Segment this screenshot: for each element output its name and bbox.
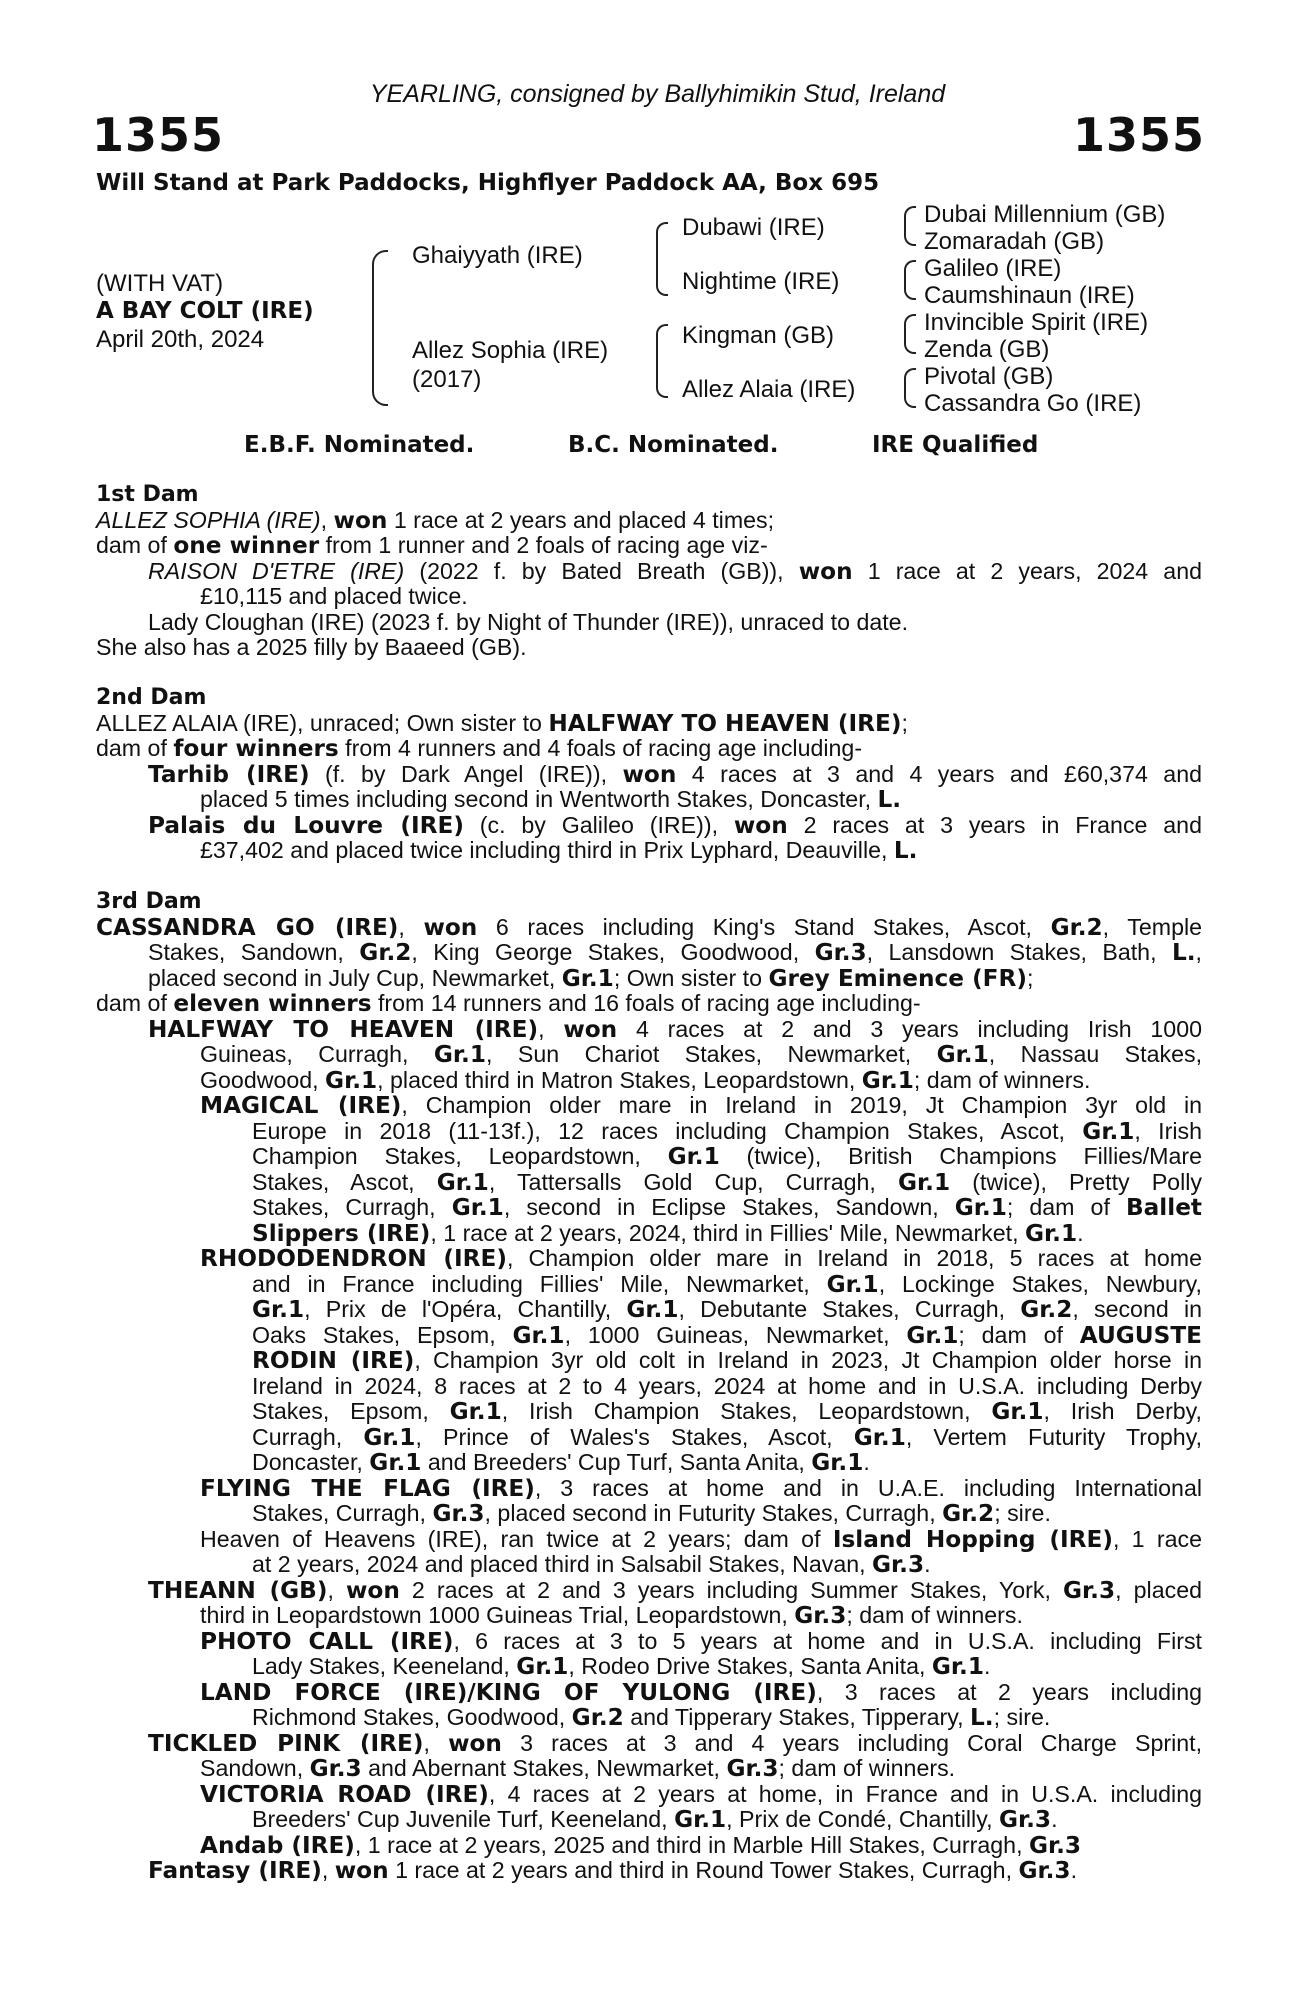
third-dam-line: Oaks Stakes, Epsom, Gr.1, 1000 Guineas, Newmarket, Gr.1; dam of AUGUSTE [252,1321,1202,1349]
third-dam-line: and in France including Fillies' Mile, Newmarket, Gr.1, Lockinge Stakes, Newbury, [252,1270,1202,1298]
third-dam-line: VICTORIA ROAD (IRE), 4 races at 2 years at home, in France and in U.S.A. including [200,1780,1202,1808]
pedigree-dam-sire: Kingman (GB) [682,322,835,349]
pedigree-dam-dam: Allez Alaia (IRE) [682,376,856,403]
pedigree-g3-3: Galileo (IRE) [924,255,1062,282]
first-dam-section [96,482,1202,661]
second-dam-heading: 2nd Dam [96,685,207,710]
vat-note: (WITH VAT) [96,270,224,297]
second-dam-line: Palais du Louvre (IRE) (c. by Galileo (IRE)), won 2 races at 3 years in France and [148,811,1202,839]
third-dam-line: FLYING THE FLAG (IRE), 3 races at home and in U.A.E. including International [200,1474,1202,1502]
third-dam-line: Stakes, Ascot, Gr.1, Tattersalls Gold Cup, Curragh, Gr.1 (twice), Pretty Polly [252,1168,1202,1196]
ebf-nomination: E.B.F. Nominated. [244,432,475,458]
second-dam-line: Tarhib (IRE) (f. by Dark Angel (IRE)), won 4 races at 3 and 4 years and £60,374 and [148,760,1202,788]
third-dam-line: RHODODENDRON (IRE), Champion older mare in Ireland in 2018, 5 races at home [200,1245,1203,1272]
third-dam-line: third in Leopardstown 1000 Guineas Trial, Leopardstown, Gr.3; dam of winners. [200,1602,1023,1629]
pedigree-brace-g3-3 [904,314,916,354]
pedigree-brace-dam [656,324,668,398]
pedigree-sire: Ghaiyyath (IRE) [412,242,583,269]
third-dam-line: CASSANDRA GO (IRE), won 6 races including King's Stand Stakes, Ascot, Gr.2, Temple [96,913,1203,941]
pedigree-g3-6: Zenda (GB) [924,336,1050,363]
pedigree-dam: Allez Sophia (IRE) [412,337,609,364]
third-dam-line: Breeders' Cup Juvenile Turf, Keeneland, Gr.1, Prix de Condé, Chantilly, Gr.3. [252,1806,1058,1833]
first-dam-line: Lady Cloughan (IRE) (2023 f. by Night of Thunder (IRE)), unraced to date. [148,608,909,635]
third-dam-line: Curragh, Gr.1, Prince of Wales's Stakes, Ascot, Gr.1, Vertem Futurity Trophy, [252,1423,1203,1451]
lot-number-right: 1355 [1072,108,1205,162]
third-dam-line: Stakes, Curragh, Gr.1, second in Eclipse Stakes, Sandown, Gr.1; dam of Ballet [252,1194,1203,1221]
third-dam-line: LAND FORCE (IRE)/KING OF YULONG (IRE), 3 races at 2 years including [200,1678,1202,1706]
pedigree-brace-g3-2 [904,260,916,300]
third-dam-line: Fantasy (IRE), won 1 race at 2 years and third in Round Tower Stakes, Curragh, Gr.3. [148,1857,1078,1884]
first-dam-line: She also has a 2025 filly by Baaeed (GB). [96,634,527,660]
third-dam-line: Richmond Stakes, Goodwood, Gr.2 and Tipperary Stakes, Tipperary, L.; sire. [252,1704,1051,1731]
foaling-date: April 20th, 2024 [96,326,265,353]
pedigree-g3-7: Pivotal (GB) [924,363,1054,390]
third-dam-line: PHOTO CALL (IRE), 6 races at 3 to 5 years at home and in U.S.A. including First [200,1627,1202,1655]
second-dam-line: dam of four winners from 4 runners and 4 foals of racing age including- [96,735,863,762]
first-dam-line: dam of one winner from 1 runner and 2 foals of racing age viz- [96,532,768,559]
pedigree-brace-g3-1 [904,206,916,246]
lot-number-left: 1355 [92,108,225,162]
third-dam-line: MAGICAL (IRE), Champion older mare in Ireland in 2019, Jt Champion 3yr old in [200,1092,1203,1119]
consignment-line: YEARLING, consigned by Ballyhimikin Stud, Ireland [369,80,946,108]
third-dam-line: Guineas, Curragh, Gr.1, Sun Chariot Stakes, Newmarket, Gr.1, Nassau Stakes, [200,1041,1203,1068]
third-dam-line: RODIN (IRE), Champion 3yr old colt in Ireland in 2023, Jt Champion older horse in [252,1347,1203,1374]
pedigree-sire-dam: Nightime (IRE) [682,268,840,295]
third-dam-line: dam of eleven winners from 14 runners and 16 foals of racing age including- [96,990,921,1017]
third-dam-line: Champion Stakes, Leopardstown, Gr.1 (twice), British Champions Fillies/Mare [252,1143,1202,1170]
third-dam-line: at 2 years, 2024 and placed third in Salsabil Stakes, Navan, Gr.3. [252,1551,931,1578]
third-dam-line: Andab (IRE), 1 race at 2 years, 2025 and third in Marble Hill Stakes, Curragh, Gr.3 [200,1831,1082,1859]
third-dam-line: THEANN (GB), won 2 races at 2 and 3 years including Summer Stakes, York, Gr.3, placed [148,1576,1202,1604]
third-dam-line: Stakes, Epsom, Gr.1, Irish Champion Stakes, Leopardstown, Gr.1, Irish Derby, [252,1398,1202,1425]
pedigree-brace-sire [656,222,668,296]
pedigree-brace-main [372,250,388,406]
third-dam-line: TICKLED PINK (IRE), won 3 races at 3 and 4 years including Coral Charge Sprint, [148,1729,1203,1757]
first-dam-line: RAISON D'ETRE (IRE) (2022 f. by Bated Breath (GB)), won 1 race at 2 years, 2024 and [148,557,1202,585]
pedigree-g3-8: Cassandra Go (IRE) [924,390,1142,417]
stand-location: Will Stand at Park Paddocks, Highflyer Paddock AA, Box 695 [96,170,880,196]
third-dam-line: Lady Stakes, Keeneland, Gr.1, Rodeo Drive Stakes, Santa Anita, Gr.1. [252,1653,991,1680]
third-dam-line: placed second in July Cup, Newmarket, Gr.1; Own sister to Grey Eminence (FR); [148,964,1034,992]
first-dam-heading: 1st Dam [96,482,199,507]
third-dam-heading: 3rd Dam [96,889,202,914]
pedigree-g3-1: Dubai Millennium (GB) [924,201,1166,228]
second-dam-line: placed 5 times including second in Wentworth Stakes, Doncaster, L. [200,786,902,813]
third-dam-line: Goodwood, Gr.1, placed third in Matron Stakes, Leopardstown, Gr.1; dam of winners. [200,1066,1091,1094]
third-dam-line: Europe in 2018 (11-13f.), 12 races including Champion Stakes, Ascot, Gr.1, Irish [252,1117,1202,1145]
second-dam-section [96,685,1202,864]
third-dam-line: HALFWAY TO HEAVEN (IRE), won 4 races at 2 and 3 years including Irish 1000 [148,1015,1202,1043]
pedigree-sire-sire: Dubawi (IRE) [682,214,825,241]
third-dam-line: Doncaster, Gr.1 and Breeders' Cup Turf, Santa Anita, Gr.1. [252,1449,870,1476]
pedigree-g3-2: Zomaradah (GB) [924,228,1105,255]
pedigree-dam-year: (2017) [412,366,482,393]
bc-nomination: B.C. Nominated. [568,432,779,458]
first-dam-line: £10,115 and placed twice. [200,583,468,609]
pedigree-brace-g3-4 [904,368,916,408]
third-dam-line: Sandown, Gr.3 and Abernant Stakes, Newmarket, Gr.3; dam of winners. [200,1755,956,1782]
pedigree-g3-4: Caumshinaun (IRE) [924,282,1135,309]
third-dam-line: Stakes, Curragh, Gr.3, placed second in Futurity Stakes, Curragh, Gr.2; sire. [252,1500,1051,1527]
third-dam-section [96,889,1202,1884]
pedigree-g3-5: Invincible Spirit (IRE) [924,309,1149,336]
third-dam-line: Heaven of Heavens (IRE), ran twice at 2 years; dam of Island Hopping (IRE), 1 race [200,1525,1202,1553]
second-dam-line: £37,402 and placed twice including third in Prix Lyphard, Deauville, L. [200,837,918,864]
ire-qualified: IRE Qualified [872,432,1039,458]
second-dam-line: ALLEZ ALAIA (IRE), unraced; Own sister to HALFWAY TO HEAVEN (IRE); [96,709,908,737]
first-dam-line: ALLEZ SOPHIA (IRE), won 1 race at 2 years and placed 4 times; [96,506,775,534]
third-dam-line: Stakes, Sandown, Gr.2, King George Stakes, Goodwood, Gr.3, Lansdown Stakes, Bath, L., [148,939,1202,966]
third-dam-line: Slippers (IRE), 1 race at 2 years, 2024, third in Fillies' Mile, Newmarket, Gr.1. [252,1219,1084,1247]
third-dam-line: Gr.1, Prix de l'Opéra, Chantilly, Gr.1, Debutante Stakes, Curragh, Gr.2, second in [252,1296,1202,1323]
third-dam-line: Ireland in 2024, 8 races at 2 to 4 years, 2024 at home and in U.S.A. including Derby [252,1372,1202,1399]
horse-name: A BAY COLT (IRE) [96,298,314,324]
